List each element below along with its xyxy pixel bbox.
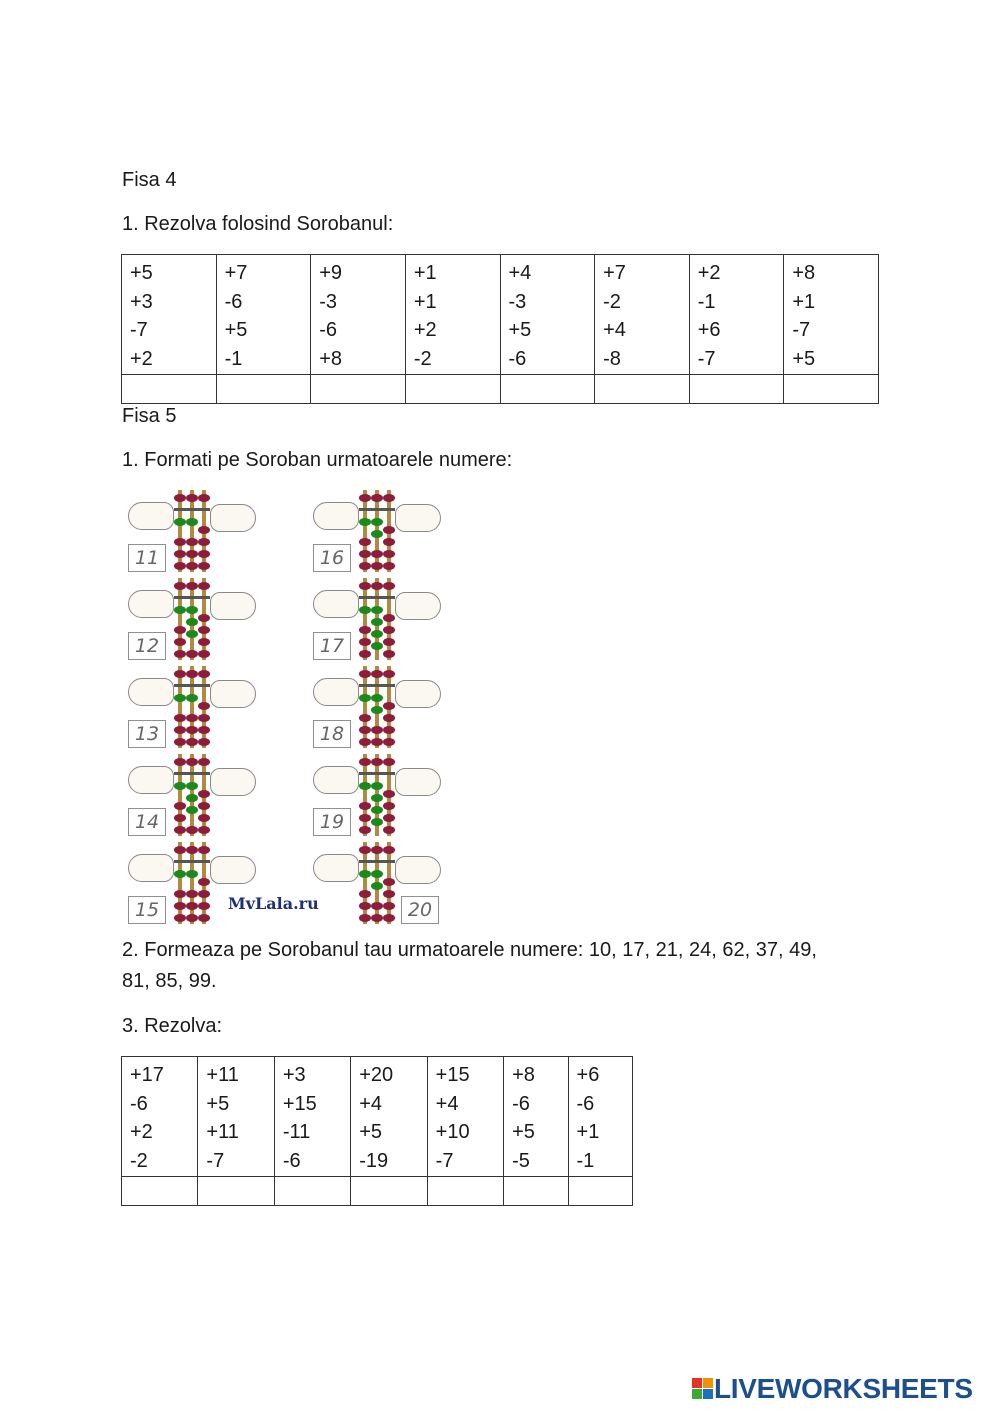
answer-cell[interactable]	[504, 1176, 568, 1205]
abacus-divider	[359, 772, 395, 775]
abacus-bead	[359, 826, 371, 834]
abacus-bead	[174, 738, 186, 746]
abacus-number-label: 12	[128, 632, 166, 660]
exercise-cell: +7 -6 +5 -1	[216, 255, 311, 375]
abacus-rod	[363, 842, 367, 924]
abacus-rod	[190, 842, 194, 924]
abacus-frame	[313, 754, 439, 836]
fisa4-task1: 1. Rezolva folosind Sorobanul:	[122, 213, 394, 235]
abacus-bead	[359, 902, 371, 910]
abacus-bead	[371, 818, 383, 826]
abacus-bead	[174, 826, 186, 834]
abacus-bead	[371, 870, 383, 878]
abacus-bead	[198, 738, 210, 746]
abacus-bead	[383, 550, 395, 558]
abacus-bead	[198, 562, 210, 570]
hand-icon	[128, 678, 174, 706]
abacus-bead	[174, 814, 186, 822]
abacus-number-label: 13	[128, 720, 166, 748]
abacus-bead	[383, 562, 395, 570]
abacus-bead	[359, 714, 371, 722]
abacus-bead	[371, 670, 383, 678]
hand-icon	[313, 502, 359, 530]
abacus-bead	[174, 726, 186, 734]
abacus-bead	[174, 914, 186, 922]
abacus-bead	[186, 846, 198, 854]
exercise-cell: +17 -6 +2 -2	[122, 1057, 198, 1177]
abacus-bead	[186, 562, 198, 570]
abacus-bead	[198, 650, 210, 658]
abacus-divider	[359, 860, 395, 863]
abacus-bead	[359, 562, 371, 570]
abacus-bead	[383, 758, 395, 766]
abacus-bead	[359, 582, 371, 590]
hand-icon	[210, 592, 256, 620]
exercise-cell: +4 -3 +5 -6	[500, 255, 595, 375]
exercise-cell: +20 +4 +5 -19	[351, 1057, 427, 1177]
abacus-bead	[359, 626, 371, 634]
fisa5-exercise-table	[121, 1056, 633, 1206]
abacus-bead	[198, 878, 210, 886]
abacus-bead	[359, 890, 371, 898]
answer-cell[interactable]	[274, 1176, 350, 1205]
answer-cell[interactable]	[311, 374, 406, 403]
abacus-number-label: 18	[313, 720, 351, 748]
abacus-frame	[313, 578, 439, 660]
abacus-bead	[186, 902, 198, 910]
liveworksheets-logo-text: LIVEWORKSHEETS	[714, 1373, 973, 1404]
abacus-rod	[178, 666, 182, 748]
abacus-bead	[198, 814, 210, 822]
abacus-bead	[174, 582, 186, 590]
abacus-bead	[174, 782, 186, 790]
abacus-bead	[198, 550, 210, 558]
exercise-cell: +6 -6 +1 -1	[568, 1057, 632, 1177]
abacus-bead	[174, 638, 186, 646]
abacus-bead	[383, 846, 395, 854]
abacus-bead	[186, 714, 198, 722]
abacus-bead	[186, 650, 198, 658]
abacus-bead	[371, 726, 383, 734]
answer-cell[interactable]	[198, 1176, 274, 1205]
abacus-bead	[174, 606, 186, 614]
abacus-bead	[174, 670, 186, 678]
abacus-bead	[371, 882, 383, 890]
abacus-bead	[359, 814, 371, 822]
abacus-bead	[371, 562, 383, 570]
abacus-bead	[174, 714, 186, 722]
abacus-bead	[186, 826, 198, 834]
abacus-bead	[186, 630, 198, 638]
answer-cell[interactable]	[405, 374, 500, 403]
exercise-cell: +11 +5 +11 -7	[198, 1057, 274, 1177]
abacus-bead	[174, 538, 186, 546]
abacus-bead	[371, 782, 383, 790]
abacus-bead	[371, 694, 383, 702]
abacus-bead	[174, 758, 186, 766]
abacus-bead	[359, 550, 371, 558]
abacus-divider	[359, 684, 395, 687]
abacus-bead	[383, 714, 395, 722]
abacus-bead	[198, 790, 210, 798]
abacus-bead	[198, 826, 210, 834]
abacus-bead	[371, 758, 383, 766]
hand-icon	[128, 502, 174, 530]
hand-icon	[128, 854, 174, 882]
abacus-divider	[359, 596, 395, 599]
abacus-bead	[174, 870, 186, 878]
abacus-number-label: 20	[401, 896, 439, 924]
answer-cell[interactable]	[427, 1176, 503, 1205]
answer-cell[interactable]	[595, 374, 690, 403]
abacus-divider	[174, 684, 210, 687]
abacus-bead	[186, 694, 198, 702]
hand-icon	[128, 766, 174, 794]
exercise-cell: +3 +15 -11 -6	[274, 1057, 350, 1177]
abacus-bead	[186, 914, 198, 922]
abacus-bead	[371, 846, 383, 854]
abacus-rod	[190, 490, 194, 572]
abacus-bead	[186, 618, 198, 626]
abacus-bead	[174, 902, 186, 910]
abacus-bead	[174, 626, 186, 634]
abacus-number-label: 11	[128, 544, 166, 572]
abacus-bead	[383, 790, 395, 798]
abacus-bead	[198, 914, 210, 922]
abacus-bead	[198, 494, 210, 502]
abacus-bead	[383, 494, 395, 502]
abacus-rod	[363, 578, 367, 660]
abacus-bead	[383, 878, 395, 886]
answer-cell[interactable]	[689, 374, 784, 403]
abacus-bead	[198, 758, 210, 766]
fisa5-task2-line1: 2. Formeaza pe Sorobanul tau urmatoarele numere: 10, 17, 21, 24, 62, 37, 49,	[122, 939, 817, 961]
abacus-bead	[198, 702, 210, 710]
abacus-number-label: 15	[128, 896, 166, 924]
abacus-bead	[359, 802, 371, 810]
answer-cell[interactable]	[216, 374, 311, 403]
abacus-bead	[383, 614, 395, 622]
abacus-number-label: 16	[313, 544, 351, 572]
abacus-bead	[198, 526, 210, 534]
abacus-bead	[371, 494, 383, 502]
answer-cell[interactable]	[351, 1176, 427, 1205]
abacus-bead	[371, 706, 383, 714]
abacus-bead	[383, 626, 395, 634]
abacus-bead	[186, 538, 198, 546]
abacus-frame	[313, 666, 439, 748]
abacus-bead	[186, 606, 198, 614]
abacus-rod	[363, 666, 367, 748]
abacus-bead	[383, 582, 395, 590]
abacus-bead	[174, 846, 186, 854]
abacus-bead	[383, 702, 395, 710]
abacus-rod	[178, 490, 182, 572]
abacus-bead	[383, 890, 395, 898]
abacus-bead	[186, 494, 198, 502]
abacus-bead	[174, 518, 186, 526]
abacus-bead	[186, 518, 198, 526]
fisa5-task3: 3. Rezolva:	[122, 1015, 223, 1037]
abacus-bead	[371, 914, 383, 922]
abacus-rod	[363, 490, 367, 572]
abacus-bead	[198, 626, 210, 634]
answer-cell[interactable]	[500, 374, 595, 403]
abacus-bead	[371, 518, 383, 526]
abacus-rod	[190, 666, 194, 748]
abacus-bead	[359, 518, 371, 526]
abacus-rod	[178, 754, 182, 836]
hand-icon	[395, 856, 441, 884]
abacus-bead	[359, 782, 371, 790]
abacus-bead	[383, 814, 395, 822]
abacus-bead	[174, 694, 186, 702]
abacus-bead	[198, 846, 210, 854]
abacus-bead	[383, 826, 395, 834]
hand-icon	[210, 680, 256, 708]
abacus-bead	[359, 694, 371, 702]
answer-cell[interactable]	[784, 374, 879, 403]
abacus-bead	[383, 526, 395, 534]
abacus-divider	[174, 772, 210, 775]
hand-icon	[313, 766, 359, 794]
abacus-bead	[383, 914, 395, 922]
hand-icon	[210, 768, 256, 796]
abacus-bead	[371, 550, 383, 558]
hand-icon	[395, 680, 441, 708]
watermark: MvLala.ru	[228, 894, 319, 913]
abacus-bead	[359, 650, 371, 658]
fisa4-title: Fisa 4	[122, 169, 177, 191]
hand-icon	[128, 590, 174, 618]
abacus-bead	[198, 902, 210, 910]
abacus-bead	[371, 806, 383, 814]
abacus-bead	[383, 802, 395, 810]
hand-icon	[210, 856, 256, 884]
exercise-cell: +1 +1 +2 -2	[405, 255, 500, 375]
answer-cell[interactable]	[122, 1176, 198, 1205]
abacus-bead	[198, 538, 210, 546]
abacus-bead	[198, 670, 210, 678]
abacus-bead	[186, 582, 198, 590]
hand-icon	[313, 678, 359, 706]
abacus-bead	[186, 738, 198, 746]
abacus-bead	[359, 494, 371, 502]
exercise-cell: +2 -1 +6 -7	[689, 255, 784, 375]
hand-icon	[313, 854, 359, 882]
abacus-bead	[383, 902, 395, 910]
abacus-frame	[128, 666, 254, 748]
abacus-bead	[359, 870, 371, 878]
abacus-bead	[359, 670, 371, 678]
abacus-bead	[371, 630, 383, 638]
hand-icon	[313, 590, 359, 618]
hand-icon	[395, 504, 441, 532]
abacus-bead	[359, 846, 371, 854]
abacus-bead	[174, 890, 186, 898]
abacus-bead	[371, 642, 383, 650]
abacus-bead	[186, 726, 198, 734]
abacus-bead	[174, 650, 186, 658]
abacus-bead	[186, 794, 198, 802]
abacus-bead	[359, 606, 371, 614]
abacus-bead	[383, 650, 395, 658]
abacus-bead	[186, 550, 198, 558]
abacus-bead	[198, 802, 210, 810]
exercise-cell: +15 +4 +10 -7	[427, 1057, 503, 1177]
abacus-bead	[371, 606, 383, 614]
exercise-cell: +8 +1 -7 +5	[784, 255, 879, 375]
abacus-bead	[198, 890, 210, 898]
abacus-bead	[186, 670, 198, 678]
abacus-divider	[174, 860, 210, 863]
abacus-rod	[178, 842, 182, 924]
abacus-rod	[178, 578, 182, 660]
abacus-bead	[174, 550, 186, 558]
abacus-number-label: 19	[313, 808, 351, 836]
abacus-bead	[383, 726, 395, 734]
abacus-number-label: 17	[313, 632, 351, 660]
abacus-bead	[198, 582, 210, 590]
abacus-bead	[371, 530, 383, 538]
abacus-divider	[174, 508, 210, 511]
fisa5-title: Fisa 5	[122, 405, 177, 427]
abacus-frame	[313, 842, 439, 924]
abacus-bead	[198, 614, 210, 622]
abacus-bead	[371, 738, 383, 746]
hand-icon	[395, 768, 441, 796]
abacus-frame	[313, 490, 439, 572]
abacus-bead	[371, 618, 383, 626]
abacus-bead	[198, 714, 210, 722]
abacus-bead	[186, 890, 198, 898]
abacus-bead	[186, 758, 198, 766]
hand-icon	[395, 592, 441, 620]
hand-icon	[210, 504, 256, 532]
abacus-frame	[128, 490, 254, 572]
abacus-bead	[359, 538, 371, 546]
abacus-bead	[371, 902, 383, 910]
answer-cell[interactable]	[568, 1176, 632, 1205]
abacus-divider	[359, 508, 395, 511]
abacus-bead	[186, 870, 198, 878]
abacus-bead	[383, 738, 395, 746]
answer-cell[interactable]	[122, 374, 217, 403]
abacus-illustration	[128, 490, 448, 922]
abacus-bead	[371, 794, 383, 802]
exercise-cell: +7 -2 +4 -8	[595, 255, 690, 375]
abacus-bead	[174, 562, 186, 570]
abacus-bead	[359, 914, 371, 922]
fisa5-task2-line2: 81, 85, 99.	[122, 970, 217, 992]
abacus-bead	[174, 494, 186, 502]
abacus-bead	[186, 782, 198, 790]
abacus-bead	[186, 806, 198, 814]
abacus-number-label: 14	[128, 808, 166, 836]
liveworksheets-logo-icon	[692, 1378, 714, 1400]
abacus-bead	[383, 538, 395, 546]
abacus-frame	[128, 578, 254, 660]
abacus-bead	[359, 758, 371, 766]
abacus-bead	[359, 638, 371, 646]
abacus-bead	[198, 726, 210, 734]
abacus-rod	[363, 754, 367, 836]
abacus-bead	[359, 726, 371, 734]
abacus-divider	[174, 596, 210, 599]
fisa4-exercise-table	[121, 254, 879, 404]
abacus-frame	[128, 754, 254, 836]
fisa5-task1: 1. Formati pe Soroban urmatoarele numere:	[122, 449, 513, 471]
abacus-bead	[383, 638, 395, 646]
abacus-bead	[198, 638, 210, 646]
exercise-cell: +8 -6 +5 -5	[504, 1057, 568, 1177]
abacus-bead	[359, 738, 371, 746]
abacus-bead	[383, 670, 395, 678]
exercise-cell: +5 +3 -7 +2	[122, 255, 217, 375]
abacus-bead	[371, 582, 383, 590]
abacus-bead	[174, 802, 186, 810]
exercise-cell: +9 -3 -6 +8	[311, 255, 406, 375]
